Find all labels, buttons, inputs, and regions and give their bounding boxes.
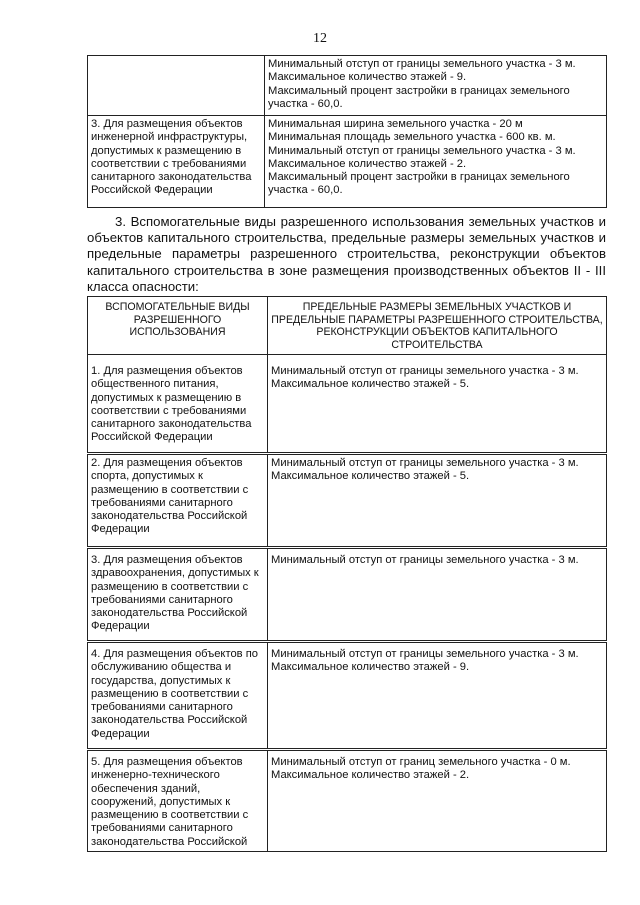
section-3-paragraph (87, 214, 606, 295)
header-col-uses: ВСПОМОГАТЕЛЬНЫЕ ВИДЫ РАЗРЕШЕННОГО ИСПОЛЬЗОВАНИЯ (88, 297, 268, 355)
param-line: Максимальный процент застройки в границах земельного участка - 60,0. (268, 84, 570, 110)
table-row (88, 56, 607, 116)
use-cell: 4. Для размещения объектов по обслуживанию общества и государства, допустимых к размещению в соответствии с требованиями санитарного законодательства Российской Федерации (88, 643, 268, 749)
params-cell (268, 455, 607, 547)
use-text: 3. Для размещения объектов инженерной инфраструктуры, допустимых к размещению в соответствии с требованиями санитарного законодательства Российской Федерации (91, 118, 252, 197)
params-cell (268, 549, 607, 641)
page-number: 12 (313, 31, 327, 46)
table-row (88, 643, 607, 749)
param-line: Минимальный отступ от границы земельного участка - 3 м. (271, 365, 579, 377)
section-3-text: 3. Вспомогательные виды разрешенного использования земельных участков и объектов капитального строительства, предельные размеры земельных участков и предельные параметры разрешенного строительства, реконструкции объектов капитального строительства в зоне размещения производственных объектов II - III класса опасности: (87, 214, 606, 294)
param-line: Минимальный отступ от границы земельного участка - 3 м. (271, 554, 579, 566)
table-main-uses-continued (87, 55, 607, 208)
use-cell: 3. Для размещения объектов здравоохранения, допустимых к размещению в соответствии с требованиями санитарного законодательства Российской Федерации (88, 549, 268, 641)
params-cell (265, 116, 607, 208)
param-line: Минимальная ширина земельного участка - 20 м (268, 118, 523, 130)
header-col-params: ПРЕДЕЛЬНЫЕ РАЗМЕРЫ ЗЕМЕЛЬНЫХ УЧАСТКОВ И ПРЕДЕЛЬНЫЕ ПАРАМЕТРЫ РАЗРЕШЕННОГО СТРОИТЕЛЬСТВА, РЕКОНСТРУКЦИИ ОБЪЕКТОВ КАПИТАЛЬНОГО СТРОИТЕЛЬСТВА (268, 297, 607, 355)
use-cell (88, 56, 265, 116)
param-line: Максимальное количество этажей - 5. (271, 470, 470, 483)
table-row (88, 751, 607, 852)
table-row (88, 455, 607, 547)
table-row (88, 549, 607, 641)
table-header-row (88, 297, 607, 355)
param-line: Максимальное количество этажей - 2. (271, 769, 470, 782)
params-cell (268, 355, 607, 453)
table-auxiliary-uses (87, 296, 607, 852)
param-line: Минимальный отступ от границы земельного участка - 3 м. (268, 58, 576, 70)
use-cell: 5. Для размещения объектов инженерно-технического обеспечения зданий, сооружений, допустимых к размещению в соответствии с требованиями санитарного законодательства Российской (88, 751, 268, 852)
param-line: Максимальное количество этажей - 2. (268, 157, 467, 170)
use-cell: 2. Для размещения объектов спорта, допустимых к размещению в соответствии с требованиями санитарного законодательства Российской Федерации (88, 455, 268, 547)
use-cell (88, 116, 265, 208)
param-line: Минимальный отступ от границы земельного участка - 3 м. (268, 144, 576, 157)
param-line: Максимальное количество этажей - 9. (271, 661, 470, 674)
params-cell (268, 643, 607, 749)
use-cell: 1. Для размещения объектов общественного питания, допустимых к размещению в соответствии с требованиями санитарного законодательства Российской Федерации (88, 355, 268, 453)
param-line: Максимальный процент застройки в границах земельного участка - 60,0. (268, 171, 570, 197)
params-cell (265, 56, 607, 116)
table-row (88, 355, 607, 453)
param-line: Максимальное количество этажей - 5. (271, 378, 470, 391)
table-row (88, 116, 607, 208)
param-line: Минимальная площадь земельного участка - 600 кв. м. (268, 131, 556, 144)
param-line: Максимальное количество этажей - 9. (268, 71, 467, 84)
param-line: Минимальный отступ от границы земельного участка - 3 м. (271, 648, 579, 660)
param-line: Минимальный отступ от границы земельного участка - 3 м. (271, 457, 579, 469)
param-line: Минимальный отступ от границ земельного участка - 0 м. (271, 756, 571, 768)
params-cell (268, 751, 607, 852)
